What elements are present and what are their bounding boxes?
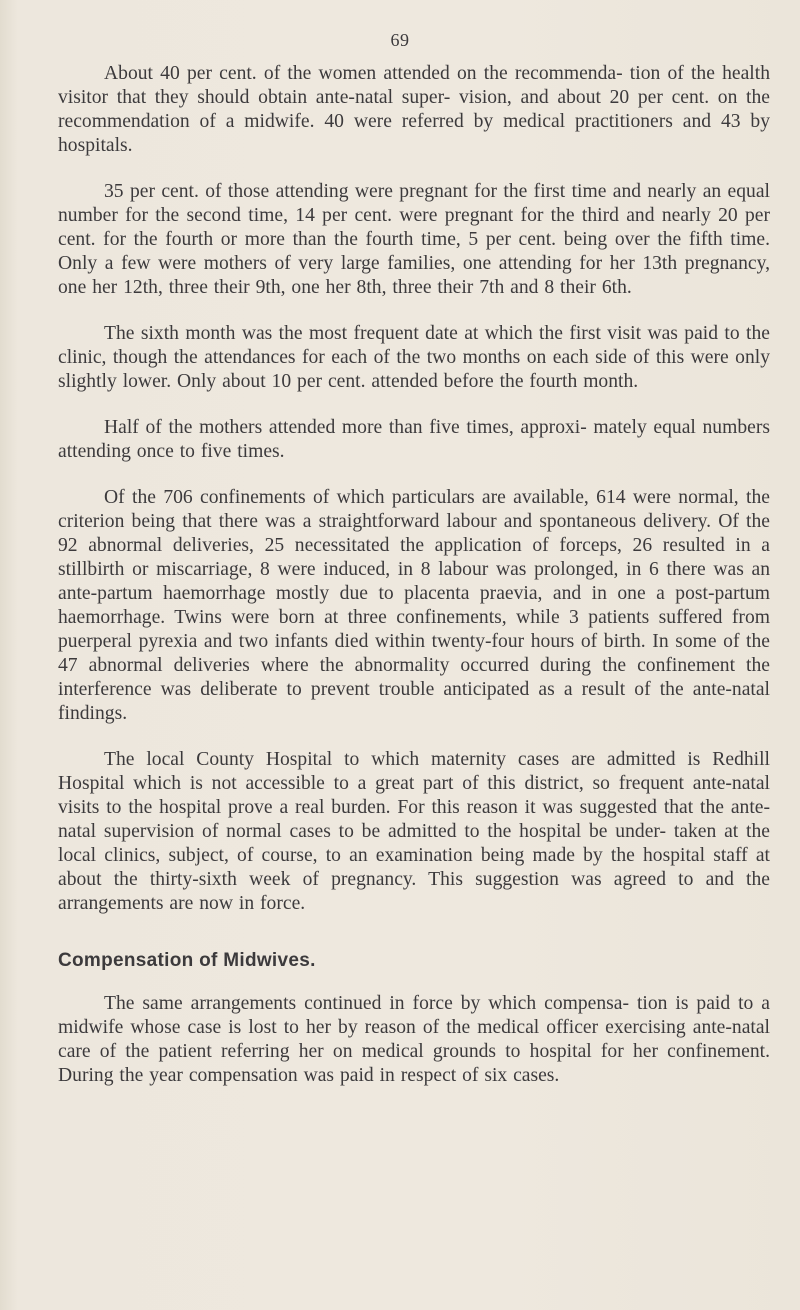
paragraph-first-visit-month: The sixth month was the most frequent date at which the first visit was paid to the clinic, though the attendances for each of the two months on each side of this were only slightly lower. Only about 10 per cent. attended before the fourth month. (58, 323, 770, 392)
paragraph-attendance-frequency: Half of the mothers attended more than five times, approxi- mately equal numbers attending once to five times. (58, 417, 770, 462)
paragraph-referrals: About 40 per cent. of the women attended on the recommenda- tion of the health visitor that they should obtain ante-natal super- vision, and about 20 per cent. on the recommendation of a midwife. 40 were referred by medical practitioners and 43 by hospitals. (58, 63, 770, 156)
paragraph-compensation: The same arrangements continued in force by which compensa- tion is paid to a midwife whose case is lost to her by reason of the medical officer exercising ante-natal care of the patient referring her on medical grounds to hospital for her confinement. During the year compensation was paid in respect of six cases. (58, 993, 770, 1086)
page-number: 69 (390, 30, 410, 50)
page-body (58, 62, 770, 1110)
paragraph-pregnancy-order: 35 per cent. of those attending were pregnant for the first time and nearly an equal number for the second time, 14 per cent. were pregnant for the third and nearly 20 per cent. for the fourth or more than the fourth time, 5 per cent. being over the fifth time. Only a few were mothers of very large families, one attending for her 13th pregnancy, one her 12th, three their 9th, one her 8th, three their 7th and 8 their 6th. (58, 181, 770, 298)
paragraph-confinements: Of the 706 confinements of which particulars are available, 614 were normal, the criterion being that there was a straightforward labour and spontaneous delivery. Of the 92 abnormal deliveries, 25 necessitated the application of forceps, 26 resulted in a stillbirth or miscarriage, 8 were induced, in 8 labour was prolonged, in 6 there was an ante-partum haemorrhage mostly due to placenta praevia, and in one a post-partum haemorrhage. Twins were born at three confinements, while 3 patients suffered from puerperal pyrexia and two infants died within twenty-four hours of birth. In some of the 47 abnormal deliveries where the abnormality occurred during the confinement the interference was deliberate to prevent trouble anticipated as a result of the ante-natal findings. (58, 487, 770, 724)
section-heading-compensation: Compensation of Midwives. (58, 950, 316, 971)
paragraph-county-hospital: The local County Hospital to which maternity cases are admitted is Redhill Hospital which is not accessible to a great part of this district, so frequent ante-natal visits to the hospital prove a real burden. For this reason it was suggested that the ante-natal supervision of normal cases to be admitted to the hospital be under- taken at the local clinics, subject, of course, to an examination being made by the hospital staff at about the thirty-sixth week of pregnancy. This suggestion was agreed to and the arrangements are now in force. (58, 749, 770, 914)
